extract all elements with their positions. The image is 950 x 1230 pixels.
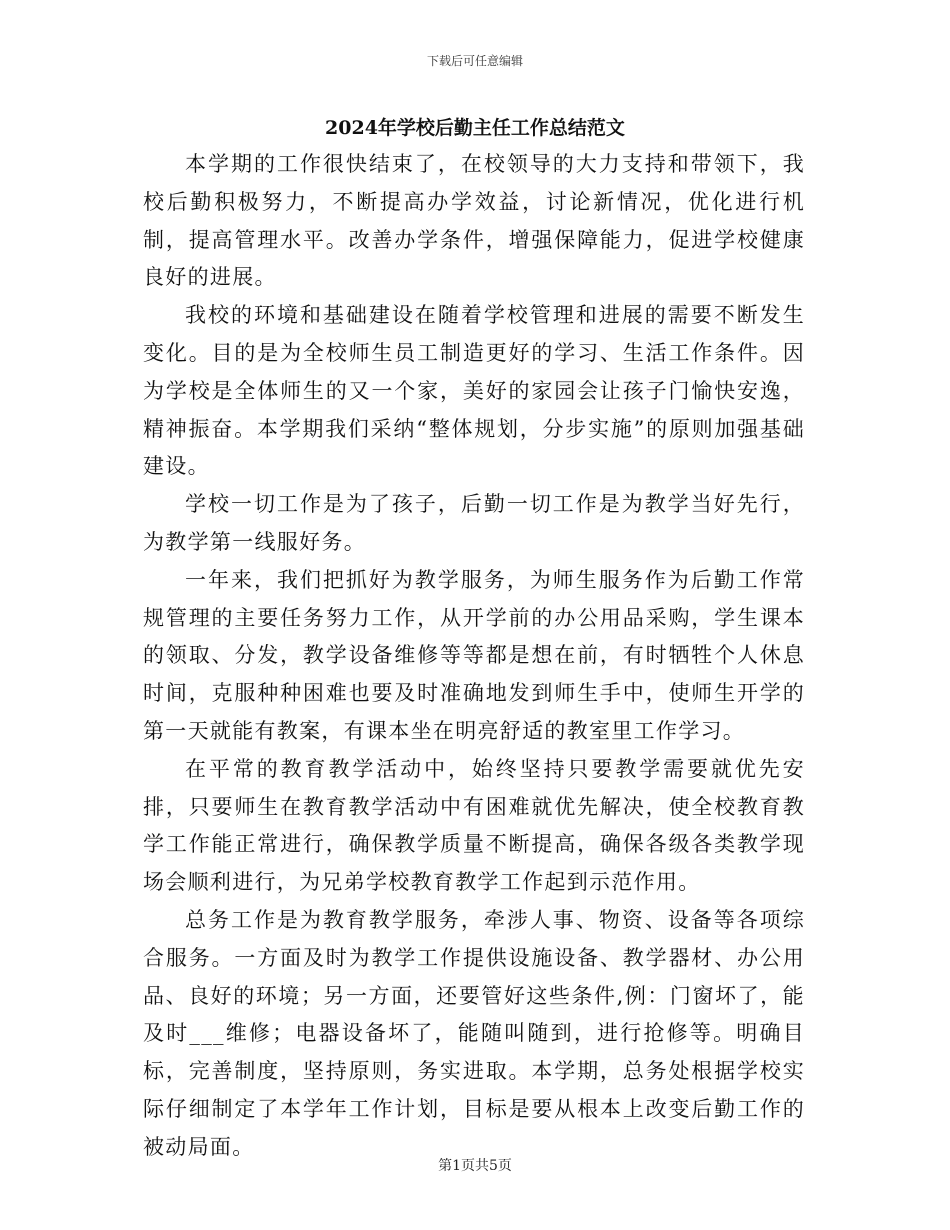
header-note: 下载后可任意编辑 <box>426 54 523 68</box>
paragraph-2: 我校的环境和基础建设在随着学校管理和进展的需要不断发生变化。目的是为全校师生员工制造更好的学习、生活工作条件。因为学校是全体师生的又一个家，美好的家园会让孩子门愉快安逸，精神振奋。本学期我们采纳“整体规划，分步实施”的原则加强基础建设。 <box>143 303 805 479</box>
paragraph-3: 学校一切工作是为了孩子，后勤一切工作是为教学当好先行，为教学第一线服好务。 <box>143 492 805 554</box>
page-number: 第1页共5页 <box>438 1158 512 1174</box>
document-title: 2024年学校后勤主任工作总结范文 <box>325 117 625 139</box>
paragraph-5: 在平常的教育教学活动中，始终坚持只要教学需要就优先安排，只要师生在教育教学活动中有困难就优先解决，使全校教育教学工作能正常进行，确保教学质量不断提高，确保各级各类教学现场会顺利进行，为兄弟学校教育教学工作起到示范作用。 <box>143 756 805 895</box>
paragraph-1: 本学期的工作很快结束了，在校领导的大力支持和带领下，我校后勤积极努力，不断提高办学效益，讨论新情况，优化进行机制，提高管理水平。改善办学条件，增强保障能力，促进学校健康良好的进展。 <box>143 152 805 290</box>
paragraph-4: 一年来，我们把抓好为教学服务，为师生服务作为后勤工作常规管理的主要任务努力工作，从开学前的办公用品采购，学生课本的领取、分发，教学设备维修等等都是想在前，有时牺牲个人休息时间，克服种种困难也要及时准确地发到师生手中，使师生开学的第一天就能有教案，有课本坐在明亮舒适的教室里工作学习。 <box>143 567 805 743</box>
paragraph-6: 总务工作是为教育教学服务，牵涉人事、物资、设备等各项综合服务。一方面及时为教学工作提供设施设备、教学器材、办公用品、良好的环境；另一方面，还要管好这些条件,例：门窗坏了，能及时___维修；电器设备坏了，能随叫随到，进行抢修等。明确目标，完善制度，坚持原则，务实进取。本学期，总务处根据学校实际仔细制定了本学年工作计划，目标是要从根本上改变后勤工作的被动局面。 <box>143 907 805 1159</box>
document-body <box>143 146 805 1167</box>
